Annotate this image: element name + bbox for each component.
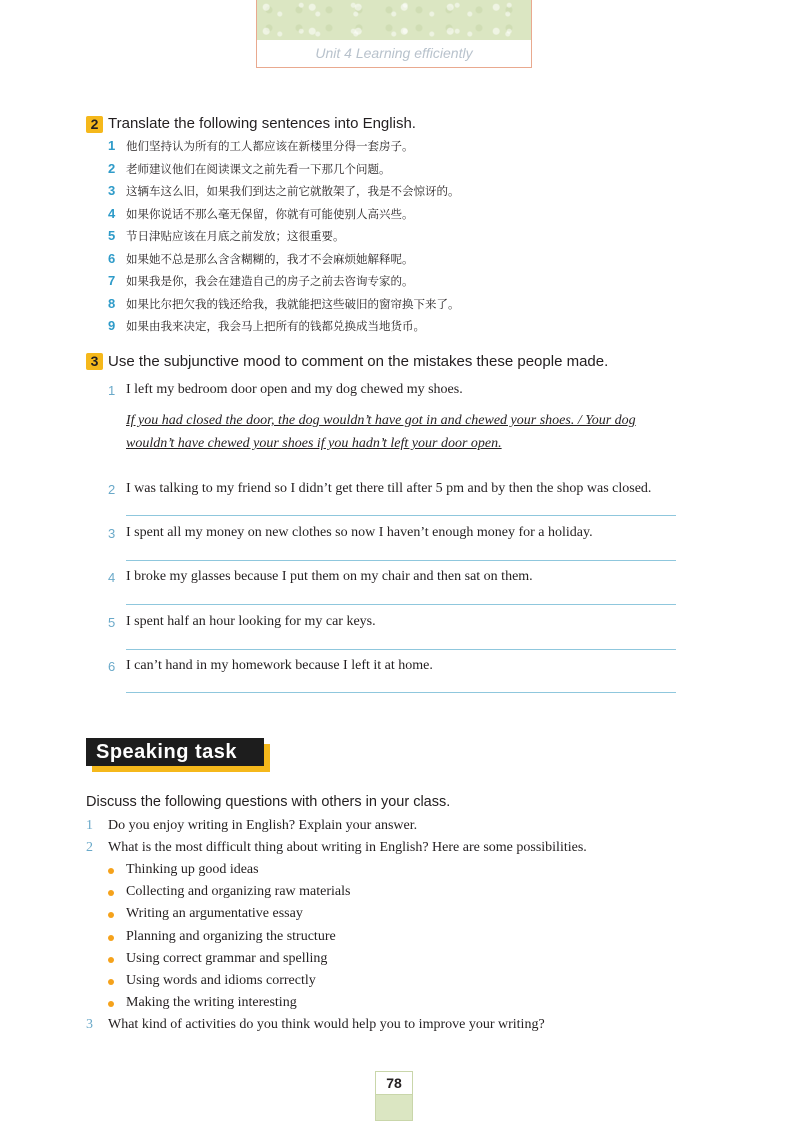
item-number: 7 [108,273,116,288]
discussion-intro: Discuss the following questions with others in your class. [86,794,451,810]
speaking-task-banner [86,738,270,772]
item-number: 5 [108,228,116,243]
unit-header [256,0,532,68]
speaking-task-title: Speaking task [86,738,264,766]
question-text: What kind of activities do you think would help you to improve your writing? [108,1017,545,1032]
item-number: 1 [108,138,116,153]
bullet-icon [108,979,114,985]
answer-line[interactable] [126,649,676,650]
item-text: 如果她不总是那么含含糊糊的，我才不会麻烦她解释呢。 [126,252,414,266]
item-number: 4 [108,206,116,221]
unit-title: Unit 4 Learning efficiently [315,45,473,61]
section-2-title: Translate the following sentences into English. [108,115,416,132]
bullet-icon [108,957,114,963]
exercise-number: 5 [108,615,116,630]
item-number: 6 [108,251,116,266]
item-text: 他们坚持认为所有的工人都应该在新楼里分得一套房子。 [126,139,414,153]
item-text: 这辆车这么旧，如果我们到达之前它就散架了，我是不会惊讶的。 [126,184,460,198]
answer-line[interactable] [126,560,676,561]
item-number: 9 [108,318,116,333]
item-text: 如果你说话不那么毫无保留，你就有可能使别人高兴些。 [126,207,414,221]
bullet-item: Using words and idioms correctly [126,973,316,988]
exercise-number: 3 [108,526,116,541]
question-text: What is the most difficult thing about writing in English? Here are some possibilities. [108,840,587,855]
exercise-text: I left my bedroom door open and my dog chewed my shoes. [126,382,463,397]
bullet-icon [108,1001,114,1007]
example-answer-line-1: If you had closed the door, the dog wouldn’t have got in and chewed your shoes. / Your dog [126,413,636,428]
item-text: 节日津贴应该在月底之前发放；这很重要。 [126,229,345,243]
bullet-item: Collecting and organizing raw materials [126,884,351,899]
exercise-number: 1 [108,383,116,398]
bullet-icon [108,890,114,896]
answer-line[interactable] [126,604,676,605]
exercise-text: I can’t hand in my homework because I left it at home. [126,658,433,673]
question-number: 3 [86,1017,93,1032]
bullet-item: Making the writing interesting [126,995,297,1010]
section-3-number: 3 [86,353,103,370]
exercise-number: 4 [108,570,116,585]
bullet-icon [108,868,114,874]
answer-line[interactable] [126,692,676,693]
exercise-number: 6 [108,659,116,674]
item-text: 如果由我来决定，我会马上把所有的钱都兑换成当地货币。 [126,319,425,333]
exercise-text: I spent all my money on new clothes so now I haven’t enough money for a holiday. [126,525,593,540]
page-number: 78 [376,1072,412,1095]
item-text: 如果比尔把欠我的钱还给我，我就能把这些破旧的窗帘换下来了。 [126,297,460,311]
bullet-item: Thinking up good ideas [126,862,259,877]
question-number: 2 [86,840,93,855]
example-answer-line-2: wouldn’t have chewed your shoes if you hadn’t left your door open. [126,436,502,451]
answer-line[interactable] [126,515,676,516]
item-number: 8 [108,296,116,311]
bullet-icon [108,935,114,941]
bullet-item: Writing an argumentative essay [126,906,303,921]
item-number: 2 [108,161,116,176]
bullet-item: Planning and organizing the structure [126,929,336,944]
header-pattern [257,0,531,40]
page-number-tab [375,1071,413,1121]
exercise-text: I broke my glasses because I put them on my chair and then sat on them. [126,569,533,584]
bullet-icon [108,912,114,918]
item-text: 如果我是你，我会在建造自己的房子之前去咨询专家的。 [126,274,414,288]
section-3-title: Use the subjunctive mood to comment on the mistakes these people made. [108,353,609,370]
item-text: 老师建议他们在阅读课文之前先看一下那几个问题。 [126,162,391,176]
exercise-text: I spent half an hour looking for my car keys. [126,614,376,629]
exercise-number: 2 [108,482,116,497]
item-number: 3 [108,183,116,198]
section-2-number: 2 [86,116,103,133]
exercise-text: I was talking to my friend so I didn’t get there till after 5 pm and by then the shop was closed. [126,481,652,496]
question-number: 1 [86,818,93,833]
bullet-item: Using correct grammar and spelling [126,951,328,966]
question-text: Do you enjoy writing in English? Explain your answer. [108,818,418,833]
